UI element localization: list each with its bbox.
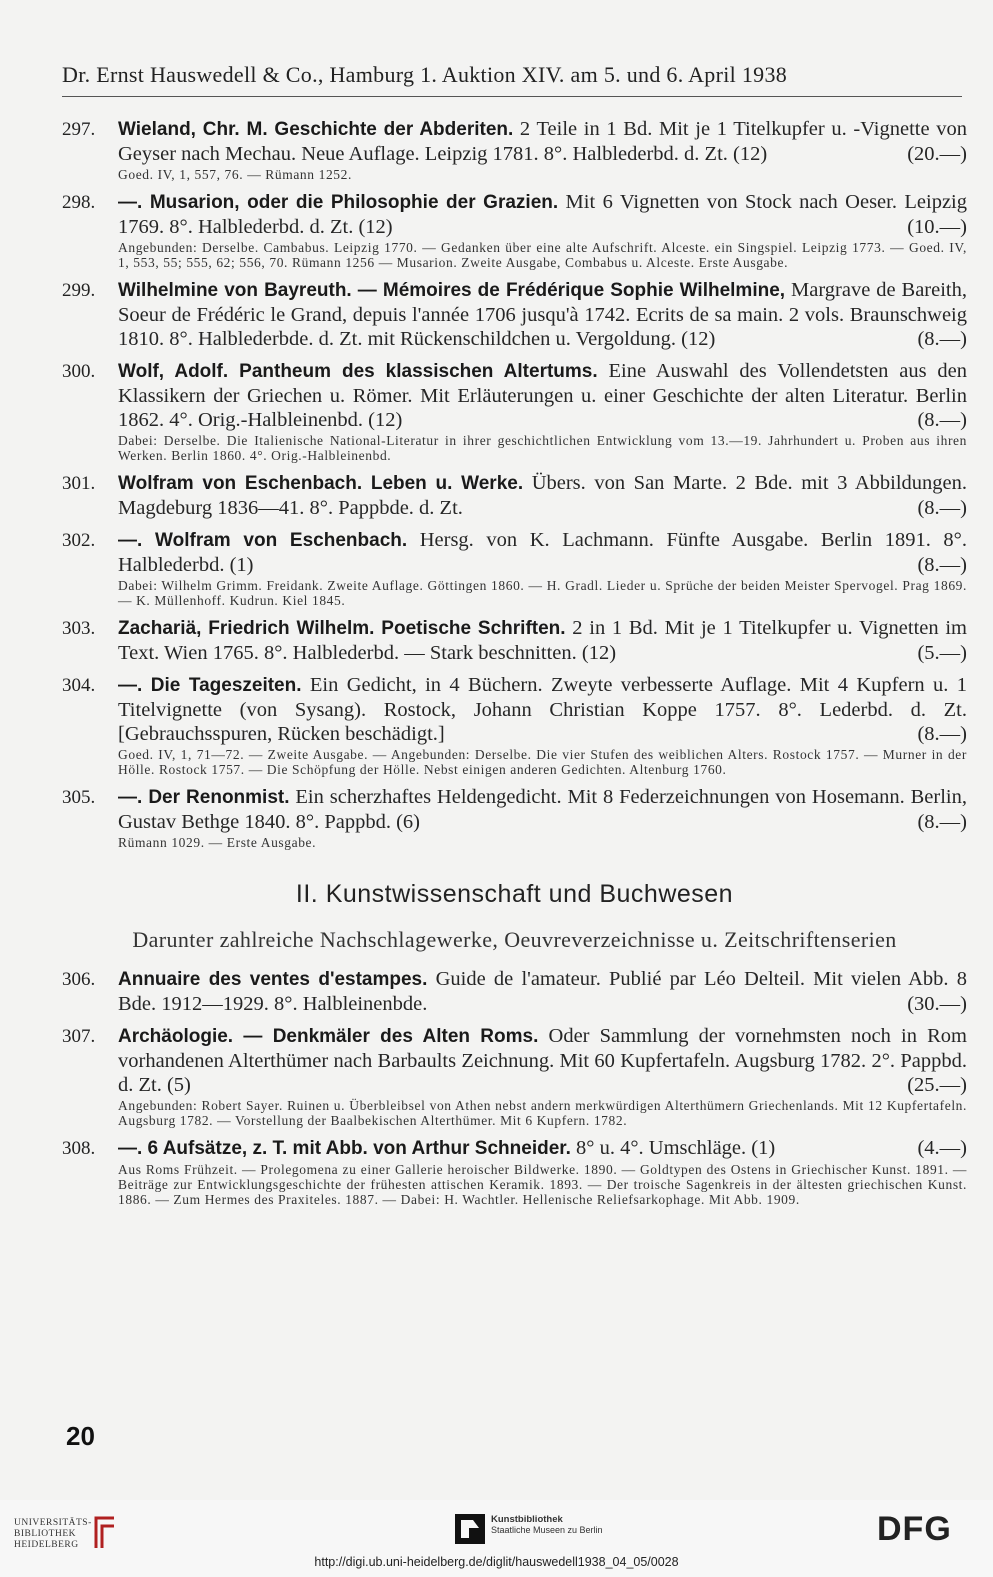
- running-header: Dr. Ernst Hauswedell & Co., Hamburg 1. Auktion XIV. am 5. und 6. April 1938: [62, 62, 788, 87]
- entry-note: Goed. IV, 1, 71—72. — Zweite Ausgabe. — Angebunden: Derselbe. Die vier Stufen des weiblichen Alters. Rostock 1757. — Murner in der Hölle. Rostock 1757. — Die Schöpfung der Hölle. Nebst einigen anderen Gedichten. Altenburg 1760.: [118, 747, 967, 777]
- entry-description: [118, 359, 967, 432]
- footer-bar: [0, 1500, 993, 1577]
- entry-title: Wolfram von Eschenbach. Leben u. Werke.: [118, 473, 524, 494]
- lot-price: (20.—): [907, 143, 967, 165]
- entry-description: [118, 190, 967, 239]
- catalog-entry: [62, 967, 967, 1016]
- entry-description: [118, 1136, 967, 1161]
- entry-title: —. Der Renonmist.: [118, 787, 290, 808]
- entry-details: Guide de l'amateur. Publié par Léo Delteil. Mit vielen Abb. 8 Bde. 1912—1929. 8°. Halbleinenbde.: [118, 968, 968, 1015]
- lot-number: 307.: [62, 1026, 96, 1047]
- entry-description: [118, 528, 967, 577]
- entry-title: Wolf, Adolf. Pantheum des klassischen Altertums.: [118, 361, 598, 382]
- kb-subtitle: Staatliche Museen zu Berlin: [491, 1525, 603, 1535]
- entry-description: [118, 278, 967, 351]
- entry-description: [118, 616, 967, 665]
- entry-note: Dabei: Wilhelm Grimm. Freidank. Zweite Auflage. Göttingen 1860. — H. Gradl. Lieder u. Sprüche der beiden Meister Spervogel. Prag 1869. — K. Müllenhoff. Kudrun. Kiel 1845.: [118, 578, 967, 608]
- entry-note: Aus Roms Frühzeit. — Prolegomena zu einer Gallerie heroischer Bildwerke. 1890. — Goldtypen des Ostens in Griechischer Kunst. 1891. — Beiträge zur Entwicklungsgeschichte der frühesten attischen Keramik. 1893. — Der troische Sagenkreis in der ältesten griechischen Kunst. 1886. — Zum Hermes des Praxiteles. 1887. — Dabei: H. Wachtler. Hellenische Reliefsarkophage. Mit Abb. 1909.: [118, 1162, 967, 1207]
- entry-details: Ein scherzhaftes Heldengedicht. Mit 8 Federzeichnungen von Hosemann. Berlin, Gustav Bethge 1840. 8°. Pappbd. (6): [118, 786, 967, 833]
- entry-title: Wieland, Chr. M. Geschichte der Abderiten.: [118, 119, 514, 140]
- lot-price: (25.—): [907, 1074, 967, 1096]
- entry-title: —. Wolfram von Eschenbach.: [118, 530, 408, 551]
- catalog-entry: [62, 359, 967, 463]
- section-title: II. Kunstwissenschaft und Buchwesen: [295, 880, 734, 908]
- kb-title: Kunstbibliothek: [491, 1514, 563, 1525]
- lot-number: 303.: [62, 618, 96, 639]
- catalog-entry: [62, 616, 967, 665]
- catalog-entry: [62, 190, 967, 270]
- lot-number: 308.: [62, 1138, 96, 1159]
- uni-line: BIBLIOTHEK: [14, 1529, 76, 1539]
- university-library-label: [14, 1518, 92, 1551]
- entry-title: —. 6 Aufsätze, z. T. mit Abb. von Arthur Schneider.: [118, 1138, 571, 1159]
- catalog-entry: [62, 528, 967, 608]
- catalog-entry: [62, 278, 967, 351]
- entry-title: Archäologie. — Denkmäler des Alten Roms.: [118, 1026, 539, 1047]
- entry-description: [118, 967, 967, 1016]
- lot-price: (8.—): [917, 497, 967, 519]
- entry-note: Angebunden: Robert Sayer. Ruinen u. Überbleibsel von Athen nebst andern merkwürdigen Alterthümern Griechenlands. Mit 12 Kupfertafeln. Augsburg 1782. — Vorstellung der Baalbekischen Alterthümer. Mit 6 Kupfern. 1782.: [118, 1098, 967, 1128]
- entry-title: Zachariä, Friedrich Wilhelm. Poetische Schriften.: [118, 618, 566, 639]
- entry-list-part1: [62, 117, 967, 850]
- entry-details: 2 Teile in 1 Bd. Mit je 1 Titelkupfer u. -Vignette von Geyser nach Mechau. Neue Auflage. Leipzig 1781. 8°. Halblederbd. d. Zt. (12): [118, 118, 967, 165]
- entry-title: Annuaire des ventes d'estampes.: [118, 969, 428, 990]
- catalog-entry: [62, 1024, 967, 1128]
- entry-details: Margrave de Bareith, Soeur de Frédéric le Grand, depuis l'année 1706 jusqu'à 1742. Ecrits de sa main. 2 vols. Braunschweig 1810. 8°. Halblederbde. d. Zt. mit Rückenschildchen u. Vergoldung. (12): [118, 279, 967, 350]
- dfg-logo: DFG: [877, 1510, 952, 1548]
- entry-description: [118, 785, 967, 834]
- entry-details: Mit 6 Vignetten von Stock nach Oeser. Leipzig 1769. 8°. Halblederbd. d. Zt. (12): [118, 191, 967, 238]
- lot-number: 306.: [62, 969, 96, 990]
- catalog-entry: [62, 785, 967, 850]
- lot-number: 299.: [62, 280, 96, 301]
- kunstbibliothek-logo-icon: [455, 1514, 485, 1544]
- entry-title: —. Die Tageszeiten.: [118, 675, 302, 696]
- entry-details: Oder Sammlung der vornehmsten noch in Rom vorhandenen Alterthümer nach Barbaults Zeichnung. Mit 60 Kupfertafeln. Augsburg 1782. 2°. Pappbd. d. Zt. (5): [118, 1025, 967, 1096]
- entry-details: Ein Gedicht, in 4 Büchern. Zweyte verbesserte Auflage. Mit 4 Kupfern u. 1 Titelvignette (von Sysang). Rostock, Johann Christian Koppe 1757. 8°. Lederbd. d. Zt. [Gebrauchsspuren, Rücken beschädigt.]: [118, 674, 967, 745]
- uni-line: HEIDELBERG: [14, 1540, 79, 1550]
- page-number: 20: [66, 1421, 95, 1451]
- lot-price: (4.—): [917, 1137, 967, 1159]
- kunstbibliothek-label: [491, 1514, 603, 1536]
- entry-title: —. Musarion, oder die Philosophie der Grazien.: [118, 192, 559, 213]
- section-subtitle: Darunter zahlreiche Nachschlagewerke, Oeuvreverzeichnisse u. Zeitschriftenserien: [132, 927, 897, 952]
- catalog-entry: [62, 673, 967, 777]
- entry-note: Goed. IV, 1, 557, 76. — Rümann 1252.: [118, 167, 352, 182]
- lot-price: (30.—): [907, 993, 967, 1015]
- lot-price: (5.—): [917, 642, 967, 664]
- catalog-entry: [62, 117, 967, 182]
- lot-number: 298.: [62, 192, 96, 213]
- entry-details: Eine Auswahl des Vollendetsten aus den Klassikern der Griechen u. Römer. Mit Erläuterungen u. einer Geschichte der alten Literatur. Berlin 1862. 4°. Orig.-Halbleinenbd. (12): [118, 360, 967, 431]
- entry-description: [118, 117, 967, 166]
- lot-number: 301.: [62, 473, 96, 494]
- entry-description: [118, 1024, 967, 1097]
- entry-details: 8° u. 4°. Umschläge. (1): [570, 1137, 776, 1159]
- entry-note: Angebunden: Derselbe. Cambabus. Leipzig 1770. — Gedanken über eine alte Aufschrift. Alceste. ein Singspiel. Leipzig 1773. — Goed. IV, 1, 553, 55; 555, 62; 556, 70. Rümann 1256 — Musarion. Zweite Ausgabe, Combabus u. Alceste. Erste Ausgabe.: [118, 240, 967, 270]
- lot-price: (10.—): [907, 216, 967, 238]
- entry-note: Rümann 1029. — Erste Ausgabe.: [118, 835, 317, 850]
- lot-price: (8.—): [917, 409, 967, 431]
- entry-details: 2 in 1 Bd. Mit je 1 Titelkupfer u. Vignetten im Text. Wien 1765. 8°. Halblederbd. — Stark beschnitten. (12): [118, 617, 967, 664]
- entry-note: Dabei: Derselbe. Die Italienische National-Literatur in ihrer geschichtlichen Entwicklung vom 13.—19. Jahrhundert u. Proben aus ihren Werken. Berlin 1860. 4°. Orig.-Halbleinenbd.: [118, 433, 967, 463]
- lot-price: (8.—): [917, 554, 967, 576]
- catalog-entries: [62, 117, 967, 1215]
- lot-number: 304.: [62, 675, 96, 696]
- catalog-entry: [62, 1136, 967, 1207]
- lot-number: 300.: [62, 361, 96, 382]
- catalog-entry: [62, 471, 967, 520]
- lot-price: (8.—): [917, 811, 967, 833]
- uni-line: UNIVERSITÄTS-: [14, 1518, 92, 1528]
- entry-list-part2: [62, 967, 967, 1207]
- permalink-url[interactable]: http://digi.ub.uni-heidelberg.de/diglit/hauswedell1938_04_05/0028: [314, 1555, 679, 1569]
- lot-price: (8.—): [917, 328, 967, 350]
- lot-number: 297.: [62, 119, 96, 140]
- entry-description: [118, 673, 967, 746]
- lot-number: 305.: [62, 787, 96, 808]
- lot-price: (8.—): [917, 723, 967, 745]
- entry-title: Wilhelmine von Bayreuth. — Mémoires de Frédérique Sophie Wilhelmine,: [118, 280, 786, 301]
- entry-details: Übers. von San Marte. 2 Bde. mit 3 Abbildungen. Magdeburg 1836—41. 8°. Pappbde. d. Zt.: [118, 472, 967, 519]
- header-rule: [62, 96, 962, 97]
- entry-description: [118, 471, 967, 520]
- lot-number: 302.: [62, 530, 96, 551]
- entry-details: Hersg. von K. Lachmann. Fünfte Ausgabe. Berlin 1891. 8°. Halblederbd. (1): [118, 529, 967, 576]
- university-logo-icon: [92, 1514, 118, 1550]
